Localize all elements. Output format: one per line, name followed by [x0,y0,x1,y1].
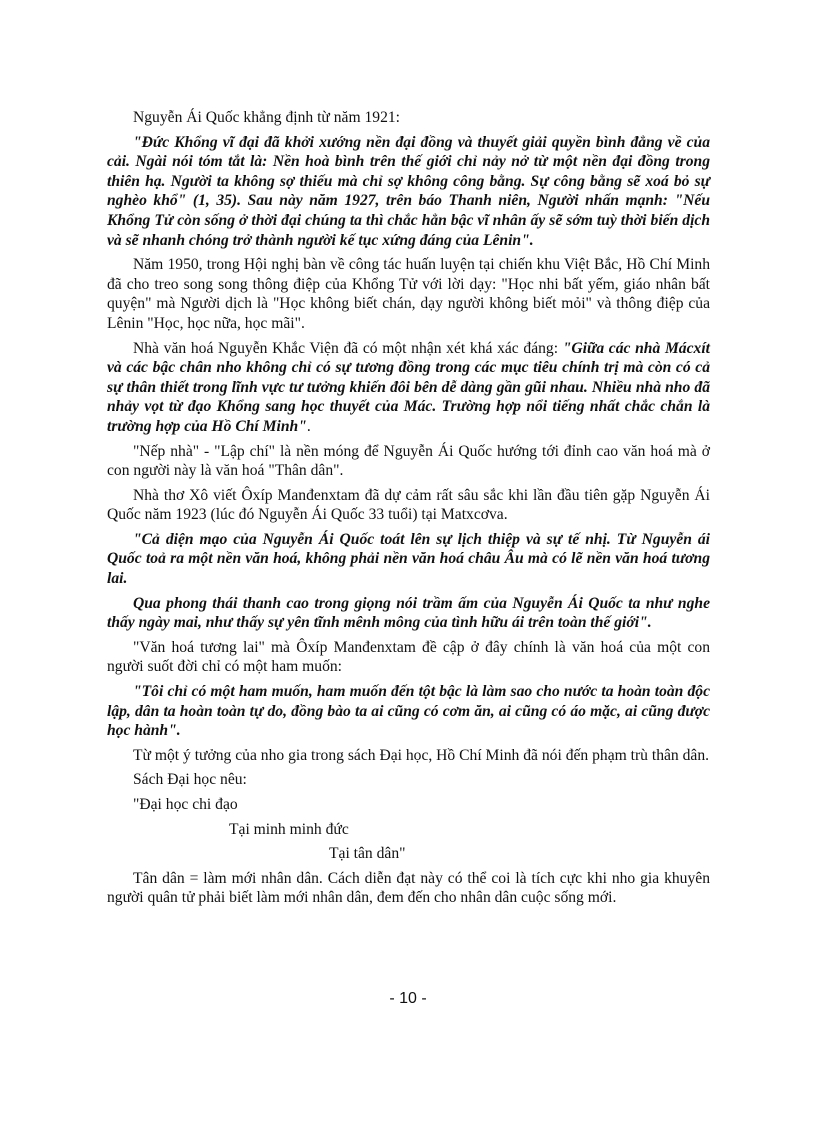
verse-line-1: "Đại học chi đạo [133,796,238,813]
quote-paragraph: "Tôi chỉ có một ham muốn, ham muốn đến tột bậc là làm sao cho nước ta hoàn toàn độc lập, dân ta hoàn toàn tự do, đồng bào ta ai cũng có cơm ăn, ai cũng có áo mặc, ai cũng được học hành". [107,683,710,740]
inline-quote: "Giữa các nhà Mácxít và các bậc chân nho không chỉ có sự tương đồng trong các mục tiêu chính trị mà còn có cả sự thân thiết trong lĩnh vực tư tưởng khiến đôi bên dễ dàng gần gũi nhau. Nhiều nhà nho đã nhảy vọt từ đạo Khổng sang học thuyết của Mác. Trường hợp nổi tiếng nhất chắc chắn là trường hợp của Hồ Chí Minh" [107,339,710,435]
quote-paragraph: "Đức Khổng vĩ đại đã khởi xướng nền đại đồng và thuyết giải quyền bình đẳng về của cải. Ngài nói tóm tắt là: Nền hoà bình trên thế giới chỉ nảy nở từ một nền đại đồng trong thiên hạ. Người ta không sợ thiếu mà chỉ sợ không công bằng. Sự công bằng sẽ xoá bỏ sự nghèo khổ" (1, 35). Sau này năm 1927, trên báo Thanh niên, Người nhấn mạnh: "Nếu Khổng Tử còn sống ở thời đại chúng ta thì chắc hẳn bậc vĩ nhân ấy sẽ sớm tuỳ thời biến dịch và sẽ nhanh chóng trở thành người kế tục xứng đáng của Lênin". [107,133,710,249]
document-page [107,108,710,913]
verse-line-3: Tại tân dân" [329,845,406,863]
page-number: - 10 - [389,990,427,1007]
paragraph: Sách Đại học nêu: [133,771,247,789]
paragraph: Nhà thơ Xô viết Ôxíp Manđenxtam đã dự cảm rất sâu sắc khi lần đầu tiên gặp Nguyễn Ái Quốc năm 1923 (lúc đó Nguyễn Ái Quốc 33 tuổi) tại Matxcơva. [107,486,710,524]
paragraph: Nguyễn Ái Quốc khẳng định từ năm 1921: [133,109,401,126]
paragraph: "Văn hoá tương lai" mà Ôxíp Manđenxtam đề cập ở đây chính là văn hoá của một con người suốt đời chỉ có một ham muốn: [107,638,710,676]
paragraph: Tân dân = làm mới nhân dân. Cách diễn đạt này có thể coi là tích cực khi nho gia khuyên người quân tử phải biết làm mới nhân dân, đem đến cho nhân dân cuộc sống mới. [107,869,710,907]
paragraph-with-quote [107,339,710,437]
paragraph-end: . [306,417,311,435]
paragraph: Từ một ý tưởng của nho gia trong sách Đại học, Hồ Chí Minh đã nói đến phạm trù thân dân. [133,746,710,764]
paragraph-lead: Nhà văn hoá Nguyễn Khắc Viện đã có một nhận xét khá xác đáng: [133,339,563,357]
verse-line-2: Tại minh minh đức [229,820,349,838]
paragraph: Năm 1950, trong Hội nghị bàn về công tác huấn luyện tại chiến khu Việt Bắc, Hồ Chí Minh đã cho treo song song thông điệp của Khổng Tử với lời dạy: "Học nhi bất yếm, giáo nhân bất quyện" mà Người dịch là "Học không biết chán, dạy người không biết mỏi" và thông điệp của Lênin "Học, học nữa, học mãi". [107,256,710,332]
paragraph: "Nếp nhà" - "Lập chí" là nền móng để Nguyễn Ái Quốc hướng tới đỉnh cao văn hoá mà ở con người này là văn hoá "Thân dân". [107,442,710,480]
quote-paragraph: Qua phong thái thanh cao trong giọng nói trầm ấm của Nguyễn Ái Quốc ta như nghe thấy ngày mai, như thấy sự yên tĩnh mênh mông của tình hữu ái trên toàn thế giới". [107,594,710,632]
quote-paragraph: "Cả diện mạo của Nguyễn Ái Quốc toát lên sự lịch thiệp và sự tế nhị. Từ Nguyễn ái Quốc toả ra một nền văn hoá, không phải nền văn hoá châu Âu mà có lẽ nền văn hoá tương lai. [107,530,710,588]
